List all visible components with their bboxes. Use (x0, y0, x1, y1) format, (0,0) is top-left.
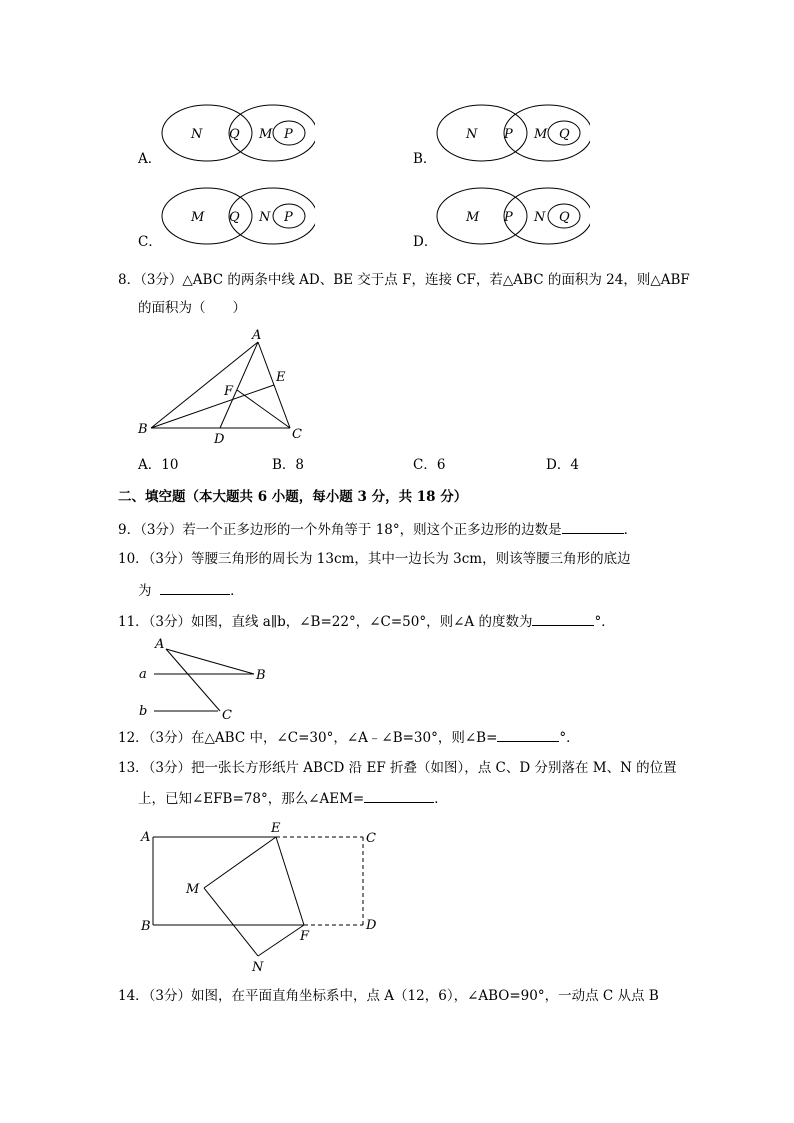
q12-end: °． (559, 730, 580, 746)
point-label-c: C (222, 708, 232, 723)
point-label-a: A (141, 830, 151, 845)
segment-em (204, 837, 276, 888)
point-label-n: N (252, 960, 264, 975)
answer-blank[interactable] (532, 613, 594, 626)
fold-line-ef (276, 837, 304, 925)
segment-ac (166, 649, 220, 711)
venn-label: P (504, 127, 513, 142)
line-label-a: a (139, 667, 147, 682)
option-label: D． (413, 234, 438, 250)
q9-text (118, 521, 637, 538)
median-be (151, 385, 274, 428)
q12-stem: 12．（3分）在△ABC 中，∠C=30°，∠A﹣∠B=30°，则∠B= (118, 730, 498, 746)
q9-stem: 9．（3分）若一个正多边形的一个外角等于 18°，则这个正多边形的边数是 (118, 522, 562, 538)
point-label-a: A (252, 328, 262, 343)
segment-mn (204, 888, 258, 956)
point-label-f: F (224, 384, 234, 399)
q13-text-line1: 13．（3分）把一张长方形纸片 ABCD 沿 EF 折叠（如图），点 C、D 分别落在 M、N 的位置 (118, 760, 677, 776)
q8-option-c: C．6 (413, 457, 446, 473)
venn-label: Q (229, 210, 240, 225)
q13-folding-figure (130, 815, 390, 980)
venn-label: P (284, 127, 293, 142)
q13-end: ． (434, 791, 448, 807)
option-label: A． (138, 151, 162, 167)
venn-label: Q (559, 210, 570, 225)
point-label-e: E (271, 821, 281, 836)
q8-triangle-figure (130, 325, 320, 450)
venn-option-c (135, 183, 315, 255)
point-label-b: B (141, 919, 151, 934)
q10-text-line1: 10．（3分）等腰三角形的周长为 13cm，其中一边长为 3cm，则该等腰三角形的底边 (118, 551, 631, 567)
venn-ellipse-right (229, 188, 315, 244)
answer-blank[interactable] (497, 729, 559, 742)
venn-label: M (534, 127, 548, 142)
point-label-c: C (292, 427, 302, 442)
venn-option-b (410, 100, 590, 172)
q11-parallel-lines-figure (130, 633, 280, 723)
point-label-c: C (366, 831, 376, 846)
venn-label: N (466, 127, 478, 142)
venn-label: M (191, 210, 205, 225)
q8-option-d: D．4 (546, 457, 579, 473)
venn-label: M (259, 127, 273, 142)
q10-end: ． (230, 583, 244, 599)
q11-stem: 11．（3分）如图，直线 a∥b，∠B=22°，∠C=50°，则∠A 的度数为 (118, 614, 533, 630)
point-label-f: F (300, 929, 310, 944)
venn-option-a (135, 100, 315, 172)
q8-text-line2: 的面积为（ ） (138, 300, 246, 316)
q10-text-line2 (138, 582, 244, 599)
line-label-b: b (139, 704, 148, 719)
q13-text-line2 (138, 790, 448, 807)
section-heading: 二、填空题（本大题共 6 小题，每小题 3 分，共 18 分） (118, 489, 468, 505)
answer-blank[interactable] (562, 521, 624, 534)
q8-option-b: B．8 (272, 457, 305, 473)
q9-end: ． (623, 522, 638, 538)
venn-ellipse-left (437, 105, 527, 161)
segment-ab (166, 649, 254, 674)
q11-end: °． (594, 614, 615, 630)
point-label-d: D (366, 918, 377, 933)
answer-blank[interactable] (364, 790, 434, 803)
venn-ellipse-left (437, 188, 527, 244)
venn-label: N (191, 127, 203, 142)
option-label: C． (138, 234, 162, 250)
q13-stem: 上，已知∠EFB=78°，那么∠AEM= (138, 791, 365, 807)
venn-label: Q (559, 127, 570, 142)
point-label-b: B (138, 422, 148, 437)
point-label-d: D (214, 432, 225, 447)
venn-label: P (284, 210, 293, 225)
segment-cf (237, 390, 290, 428)
venn-label: P (504, 210, 513, 225)
q12-text (118, 729, 580, 746)
option-label: B． (413, 151, 437, 167)
venn-label: M (466, 210, 480, 225)
point-label-a: A (155, 637, 165, 652)
segment-nf (258, 925, 304, 956)
venn-label: N (259, 210, 271, 225)
point-label-e: E (276, 370, 286, 385)
q8-text-line1: 8．（3分）△ABC 的两条中线 AD、BE 交于点 F，连接 CF，若△ABC 的面积为 24，则△ABF (118, 272, 690, 288)
answer-blank[interactable] (160, 582, 230, 595)
point-label-b: B (256, 668, 266, 683)
venn-ellipse-right (504, 188, 590, 244)
q11-text (118, 613, 615, 630)
venn-label: Q (229, 127, 240, 142)
segment-ab (151, 342, 258, 428)
q14-text-line1: 14．（3分）如图，在平面直角坐标系中，点 A（12，6），∠ABO=90°，一动点 C 从点 B (118, 988, 659, 1004)
point-label-m: M (186, 882, 200, 897)
q10-stem: 为 (138, 583, 152, 599)
q8-option-a: A．10 (138, 457, 179, 473)
venn-label: N (534, 210, 546, 225)
